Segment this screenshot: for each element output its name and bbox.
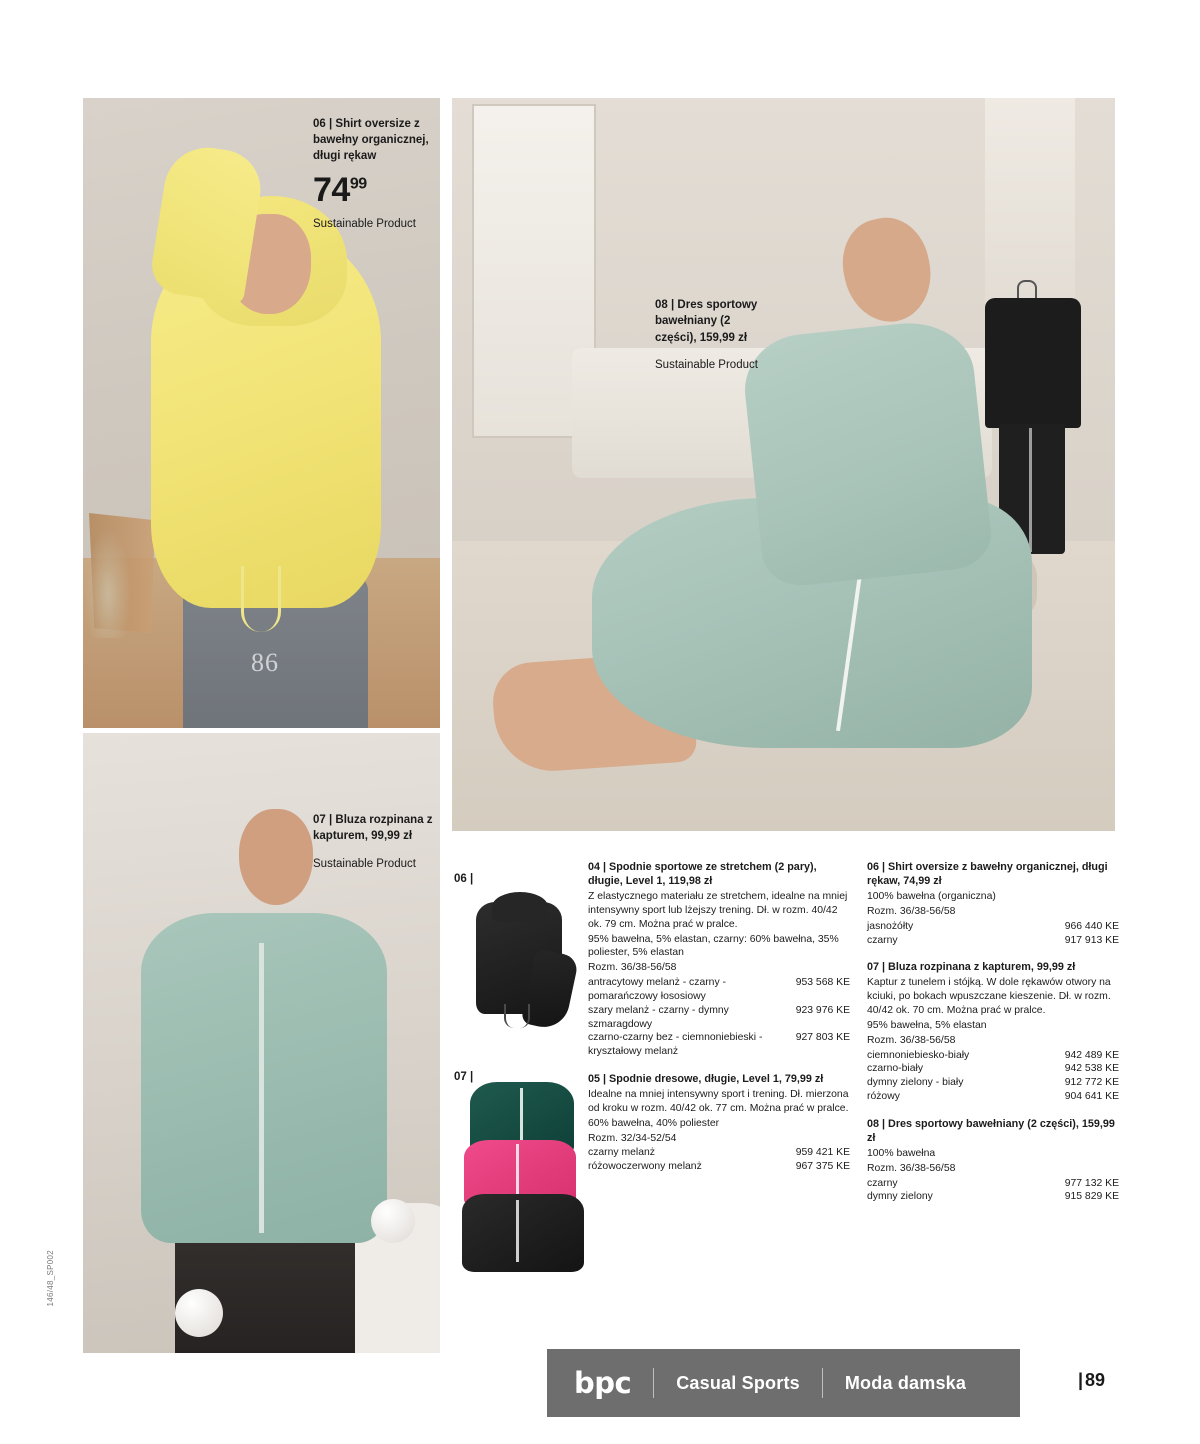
callout-08-title: Dres sportowy bawełniany (2 części), 159,99 zł [655, 299, 758, 344]
variant-row [588, 1004, 850, 1032]
callout-06-title: Shirt oversize z bawełny organicznej, długi rękaw [313, 118, 429, 162]
variant-code: 927 803 KE [795, 1032, 850, 1044]
variant-name: ciemnoniebiesko-biały [867, 1049, 970, 1061]
product-block-05 [588, 1072, 850, 1174]
sustainable-badge-08: Sustainable Product [655, 358, 758, 371]
product-block-07 [867, 960, 1119, 1103]
product-sizes: Rozm. 32/34-52/54 [588, 1132, 677, 1144]
zipper [516, 1200, 519, 1262]
product-composition: 95% bawełna, 5% elastan [867, 1019, 987, 1031]
variant-row [867, 920, 1119, 934]
callout-06 [313, 117, 441, 232]
jacket-zipper [259, 943, 264, 1233]
variant-code: 967 375 KE [795, 1161, 850, 1173]
variant-name: czarno-czarny bez - ciemnoniebieski - kryształowy melanż [588, 1032, 763, 1058]
variant-list [867, 920, 1119, 948]
variant-code: 942 538 KE [1064, 1063, 1119, 1075]
sustainable-badge-06: Sustainable Product [313, 217, 416, 230]
green-tracksuit-top [740, 317, 995, 590]
variant-row [588, 1031, 850, 1059]
thumb-label-06: 06 | [454, 873, 474, 885]
variant-name: szary melanż - czarny - dymny szmaragdowy [588, 1004, 729, 1030]
product-sizes: Rozm. 36/38-56/58 [867, 1034, 956, 1046]
product-text-column-right [867, 860, 1119, 1217]
variant-code: 904 641 KE [1064, 1091, 1119, 1103]
variant-code: 959 421 KE [795, 1147, 850, 1159]
product-block-06 [867, 860, 1119, 947]
variant-name: różowy [867, 1091, 900, 1103]
product-sizes: Rozm. 36/38-56/58 [867, 905, 956, 917]
variant-code: 912 772 KE [1064, 1077, 1119, 1089]
zipper [520, 1088, 523, 1146]
thumb-jacket-black [462, 1194, 584, 1272]
footer-divider [653, 1368, 654, 1398]
footer-category: Casual Sports [676, 1372, 800, 1393]
variant-row [867, 934, 1119, 948]
model-figure [452, 98, 1115, 831]
product-composition: 60% bawełna, 40% poliester [588, 1117, 720, 1129]
variant-name: różowoczerwony melanż [588, 1161, 702, 1173]
thumb-shirt-drawstring [504, 1004, 530, 1028]
variant-code: 966 440 KE [1064, 920, 1119, 932]
product-heading: 05 | Spodnie dresowe, długie, Level 1, 79,99 zł [588, 1073, 824, 1085]
thumbnail-product-07 [462, 1082, 584, 1272]
footer-section: Moda damska [844, 1372, 967, 1393]
variant-row [588, 1146, 850, 1160]
brand-logo: bpc [574, 1366, 632, 1400]
sustainable-badge-07: Sustainable Product [313, 858, 416, 871]
model-face [834, 210, 940, 330]
callout-06-price [313, 170, 441, 209]
product-heading: 08 | Dres sportowy bawełniany (2 części), 159,99 zł [867, 1117, 1115, 1144]
variant-row [867, 1190, 1119, 1204]
zipper [516, 1144, 519, 1198]
variant-code: 917 913 KE [1064, 934, 1119, 946]
callout-06-number: 06 | [313, 118, 333, 130]
callout-07-title: Bluza rozpinana z kapturem, 99,99 zł [313, 814, 433, 843]
pants-print: 86 [251, 648, 279, 677]
model-face [239, 809, 313, 905]
variant-code: 915 829 KE [1064, 1191, 1119, 1203]
product-text-column-left [588, 860, 850, 1187]
green-hooded-jacket [141, 913, 387, 1243]
callout-08-number: 08 | [655, 299, 675, 311]
variant-name: antracytowy melanż - czarny - pomarańczowy łososiowy [588, 977, 727, 1002]
variant-row [867, 1177, 1119, 1191]
product-description: Z elastycznego materiału ze stretchem, idealne na mniej intensywny sport lub lżejszy trening. Dł. w rozm. 40/42 ok. 79 cm. Można prać w pralce. [588, 891, 848, 930]
product-composition: 95% bawełna, 5% elastan, czarny: 60% bawełna, 35% poliester, 5% elastan [588, 933, 839, 959]
page-number-value: 89 [1085, 1370, 1106, 1390]
variant-code: 942 489 KE [1064, 1049, 1119, 1061]
variant-row [588, 976, 850, 1004]
variant-row [867, 1076, 1119, 1090]
thumb-shirt-hood [492, 892, 548, 922]
product-description: Idealne na mniej intensywny sport i trening. Dł. mierzona od kroku w rozm. 40/42 ok. 77 cm. Można prać w pralce. [588, 1089, 849, 1114]
product-composition: 100% bawełna (organiczna) [867, 891, 996, 903]
price-minor: 99 [349, 175, 367, 193]
footer-divider [822, 1368, 823, 1398]
variant-name: jasnożółty [867, 920, 914, 932]
variant-list [588, 976, 850, 1059]
variant-row [867, 1090, 1119, 1104]
callout-07-number: 07 | [313, 814, 333, 826]
weight-ball-right [371, 1199, 415, 1243]
product-description: Kaptur z tunelem i stójką. W dole rękawów otwory na kciuki, po bokach wpuszczane kieszenie. Dł. w rozm. 40/42 ok. 70 cm. Można prać w pralce. [867, 977, 1111, 1017]
weight-ball-left [175, 1289, 223, 1337]
product-photo-08 [452, 98, 1115, 831]
product-heading: 07 | Bluza rozpinana z kapturem, 99,99 zł [867, 961, 1076, 974]
variant-name: czarny [867, 934, 898, 946]
thumbnail-product-06 [468, 886, 576, 1044]
page-footer-bar [547, 1349, 1020, 1417]
variant-name: czarny melanż [588, 1147, 655, 1159]
variant-list [867, 1049, 1119, 1104]
page-number: | 89 [1078, 1370, 1106, 1390]
spine-code: 146/48_SP002 [46, 1250, 55, 1307]
product-block-08 [867, 1117, 1119, 1204]
variant-row [867, 1062, 1119, 1076]
product-sizes: Rozm. 36/38-56/58 [867, 1162, 956, 1174]
price-major: 74 [313, 170, 350, 209]
variant-list [588, 1146, 850, 1174]
product-block-04 [588, 860, 850, 1059]
variant-row [588, 1160, 850, 1174]
variant-code: 923 976 KE [795, 1004, 850, 1016]
variant-list [867, 1177, 1119, 1205]
product-composition: 100% bawełna [867, 1147, 936, 1159]
product-heading: 04 | Spodnie sportowe ze stretchem (2 pary), długie, Level 1, 119,98 zł [588, 861, 817, 888]
variant-row [867, 1049, 1119, 1063]
variant-name: czarno-biały [867, 1063, 924, 1075]
product-heading: 06 | Shirt oversize z bawełny organicznej, długi rękaw, 74,99 zł [867, 861, 1108, 888]
product-sizes: Rozm. 36/38-56/58 [588, 962, 677, 974]
variant-name: dymny zielony - biały [867, 1077, 964, 1089]
thumb-label-07: 07 | [454, 1071, 474, 1083]
drawstring [241, 566, 281, 632]
variant-code: 977 132 KE [1064, 1177, 1119, 1189]
variant-name: dymny zielony [867, 1191, 933, 1203]
callout-08 [655, 297, 775, 373]
variant-code: 953 568 KE [795, 977, 850, 989]
callout-07 [313, 812, 441, 872]
variant-name: czarny [867, 1177, 898, 1189]
